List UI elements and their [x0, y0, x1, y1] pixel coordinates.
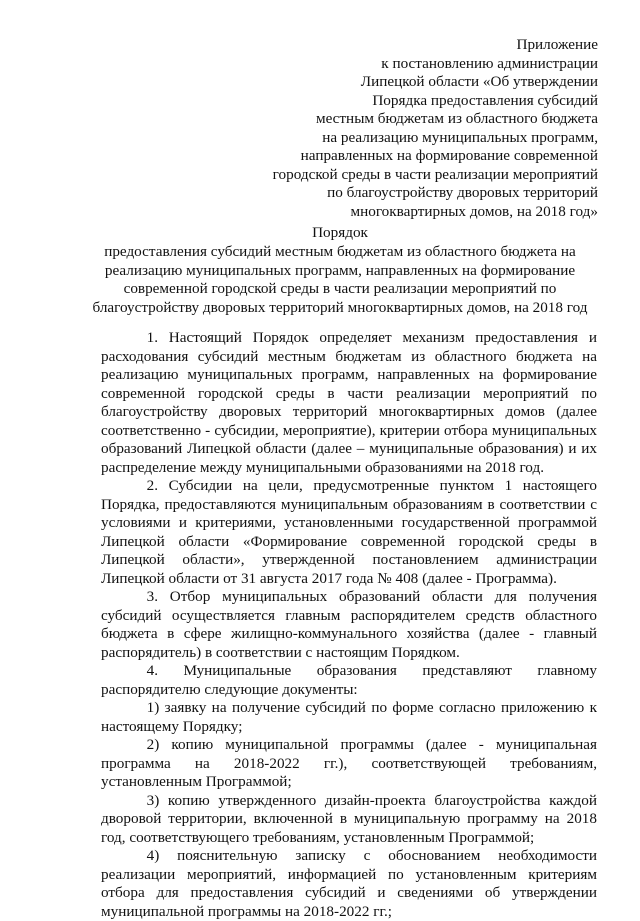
- appendix-line: Порядка предоставления субсидий: [372, 91, 598, 109]
- document-subtitle: [84, 243, 596, 317]
- appendix-line: направленных на формирование современной: [300, 147, 598, 164]
- paragraph-3: 3. Отбор муниципальных образований области для получения субсидий осуществляется главным распорядителем средств областного бюджета в сфере жилищно-коммунального хозяйства (далее - главный распорядитель) в соответствии с настоящим Порядком.: [101, 588, 597, 661]
- appendix-line: городской среды в части реализации мероприятий: [272, 165, 598, 183]
- document-title: Порядок: [312, 224, 368, 241]
- list-item-2: 2) копию муниципальной программы (далее - муниципальная программа на 2018-2022 гг.), соответствующей требованиям, установленным Программой;: [101, 736, 597, 790]
- list-item-3: 3) копию утвержденного дизайн-проекта благоустройства каждой дворовой территории, включенной в муниципальную программу на 2018 год, соответствующего требованиям, установленным Программой;: [101, 791, 597, 846]
- document-body: [101, 329, 597, 921]
- appendix-line: Приложение: [516, 36, 598, 53]
- appendix-line: по благоустройству дворовых территорий: [327, 184, 598, 201]
- list-item-1: 1) заявку на получение субсидий по форме согласно приложению к настоящему Порядку;: [101, 699, 597, 735]
- list-item-4: 4) пояснительную записку с обоснованием необходимости реализации мероприятий, информацией по установленным критериям отбора для предоставления субсидий и сведениями об утверждении муниципальной программы на 2018-2022 гг.;: [101, 847, 597, 920]
- subtitle-line: современной городской среды в части реализации мероприятий по: [123, 280, 557, 297]
- paragraph-2: 2. Субсидии на цели, предусмотренные пунктом 1 настоящего Порядка, предоставляются муниципальным образованиям в соответствии с условиями и критериями, установленными государственной программой Липецкой области «Формирование современной городской среды в Липецкой области», утвержденной постановлением администрации Липецкой области от 31 августа 2017 года № 408 (далее - Программа).: [101, 477, 597, 587]
- appendix-line: многоквартирных домов, на 2018 год»: [350, 202, 598, 220]
- appendix-line: Липецкой области «Об утверждении: [360, 73, 598, 90]
- paragraph-4: 4. Муниципальные образования представляют главному распорядителю следующие документы:: [101, 662, 597, 698]
- subtitle-line: благоустройству дворовых территорий многоквартирных домов, на 2018 год: [92, 298, 588, 316]
- subtitle-line: реализацию муниципальных программ, направленных на формирование: [104, 261, 576, 279]
- appendix-header: [218, 36, 598, 221]
- appendix-line: к постановлению администрации: [381, 54, 598, 72]
- appendix-line: местным бюджетам из областного бюджета: [315, 110, 598, 127]
- paragraph-1: 1. Настоящий Порядок определяет механизм предоставления и расходования субсидий местным бюджетам из областного бюджета на реализацию муниципальных программ, направленных на формирование современной городской среды в части реализации мероприятий по благоустройству дворовых территорий многоквартирных домов (далее соответственно - субсидии, мероприятие), критерии отбора муниципальных образований Липецкой области (далее – муниципальные образования) и их распределение между муниципальными образованиями на 2018 год.: [101, 329, 597, 476]
- appendix-line: на реализацию муниципальных программ,: [322, 128, 598, 146]
- subtitle-line: предоставления субсидий местным бюджетам из областного бюджета на: [104, 243, 576, 260]
